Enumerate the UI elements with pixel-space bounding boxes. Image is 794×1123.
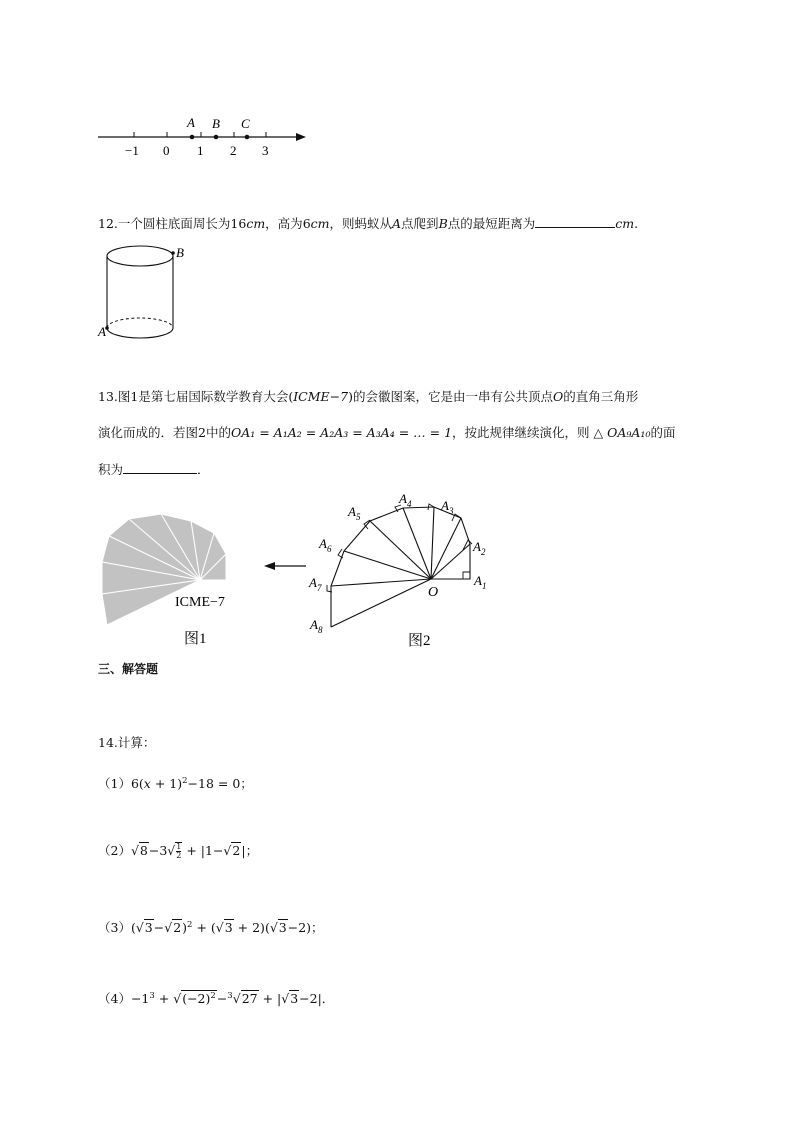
answer-blank[interactable] [123,459,197,474]
point-label: $A_6$ [319,536,332,554]
figure-1-caption: 图1 [184,631,207,647]
q14-part-3: $(3)(√3-√2)^2 + (√3 + 2)(√3-2)$； [98,920,324,936]
question-12: 12.一个圆柱底面周长为16cm，高为6cm，则蚂蚁从A点爬到B点的最短距离为 cm. [98,213,638,233]
cylinder-label-b: B [176,245,184,260]
point-label: $A_7$ [309,575,322,593]
tick-label: −1 [125,143,139,158]
tick-label: 1 [197,143,204,158]
point-label: $A_1$ [474,573,487,591]
point-b-dot [171,251,175,255]
tick-label: 2 [230,143,237,158]
point-a-label: A [187,115,195,130]
point-label: $A_3$ [441,498,454,516]
logo-text: ICME−7 [175,595,225,610]
q14-part-1-expr: $6(x + 1)^2-18 = 0$； [130,776,253,792]
point-c-dot [245,135,250,140]
point-label: $A_4$ [399,491,412,509]
q14-part-4: $(4)-1^3 + √(-2)^2-^3√27 + |√3-2|$． [98,991,335,1007]
point-label-o: O [428,585,439,600]
point-label: $A_5$ [348,504,361,522]
point-a-dot [190,135,195,140]
point-label: $A_2$ [473,539,486,557]
point-b-label: B [212,116,220,131]
point-b-dot [214,135,219,140]
figure-2-caption: 图2 [408,633,431,649]
q14-part-2-expr: √8−3√ $\frac{1}{2}$ + |1−√2|； [130,842,259,860]
q14-part-2: （2）√8−3√ $\frac{1}{2}$ + |1−√2|； [98,842,259,860]
point-c-label: C [241,116,250,131]
q14-part-3-expr: $(√3-√2)^2 + (√3 + 2)(√3-2)$； [130,920,324,936]
tick-label: 0 [163,143,170,158]
q14-part-1: $(1)6(x + 1)^2-18 = 0$； [98,776,253,792]
point-label: $A_8$ [310,617,323,635]
answer-blank[interactable] [535,213,615,228]
question-13-line-2: 演化而成的．若图2中的OA₁ = A₁A₂ = A₂A₃ = A₃A₄ = … = 1，按此规律继续演化，则 △ OA₉A₁₀的面 [98,425,676,440]
figure-2-spiral [300,488,510,653]
question-14-title: 14.计算： [98,735,156,750]
question-13-line-3: 积为 ． [98,459,210,479]
tick-label: 3 [262,143,269,158]
cylinder-label-a: A [98,324,106,339]
q14-part-4-expr: $-1^3 + √(-2)^2-^3√27 + |√3-2|$． [130,991,335,1007]
question-13-line-1: 13.图1是第七届国际数学教育大会(ICME−7)的会徽图案，它是由一串有公共顶点O的直角三角形 [98,389,639,404]
number-line [90,112,320,162]
cylinder-figure [96,240,196,345]
figure-1-logo [95,505,255,655]
section-3-title: 三、解答题 [98,662,159,676]
